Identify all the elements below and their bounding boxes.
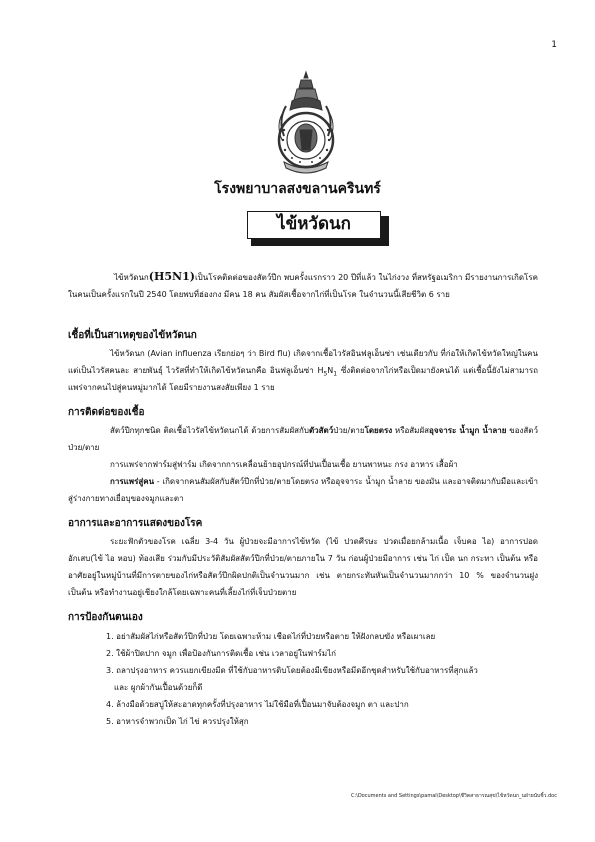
cause-paragraph bbox=[68, 345, 538, 396]
list-item-continuation: และ ผูกผ้ากันเปื้อนด้วยก็ดี bbox=[114, 683, 203, 692]
transmission-bold-secretions: อุจจาระ น้ำมูก น้ำลาย bbox=[429, 426, 507, 435]
cause-text-start: ไข้หวัดนก (Avian influenza เรียกย่อๆ ว่า Bird flu) เกิดจากเชื้อไวรัสอินฟลูเอ็นซ่า เช่นเดียวกับ ที่ก่อให้เกิดไข้หวัดใหญ่ในคน แต่เป็นไวรัสคนละ สายพันธุ์ ไวรัสที่ทำให้เกิดไข้หวัดนกคือ อินฟลูเอ็นซ่า H bbox=[68, 349, 538, 375]
symptoms-paragraph: ระยะฟักตัวของโรค เฉลี่ย 3-4 วัน ผู้ป่วยจะมีอาการไข้หวัด (ไข้ ปวดศีรษะ ปวดเมื่อยกล้ามเนื้อ เจ็บคอ ไอ) อาการปอดอักเสบ(ไข้ ไอ หอบ) ท้องเสีย ร่วมกับมีประวัติสัมผัสสัตว์ปีกที่ป่วย/ตายภายใน 7 วัน ก่อนผู้ป่วยมีอาการ เช่น ไก่ เป็ด นก กระทา เป็นต้น หรือ อาศัยอยู่ในหมู่บ้านที่มีการตายของไก่หรือสัตว์ปีกผิดปกติเป็นจำนวนมาก เช่น ตายกระทันหันเป็นจำนวนมากกว่า 10 % ของจำนวนฝูง เป็นต้น หรือทำงานอยู่เชียงใกล้โดยเฉพาะคนที่เลี้ยงไก่ที่เจ็บป่วยตาย bbox=[68, 537, 538, 597]
transmission-bold-direct: โดยตรง bbox=[364, 426, 393, 435]
hospital-name: โรงพยาบาลสงขลานครินทร์ bbox=[214, 181, 381, 197]
prevention-list bbox=[68, 628, 538, 730]
subscript-n: 1 bbox=[333, 370, 338, 378]
intro-paragraph bbox=[68, 268, 538, 303]
document-title: ไข้หวัดนก bbox=[247, 211, 381, 239]
list-item: 1. อย่าสัมผัสไก่หรือสัตว์ปีกที่ป่วย โดยเฉพาะห้าม เชือดไก่ที่ป่วยหรือตาย ให้ฝังกลบฆัง หรือเผาเลย bbox=[106, 632, 436, 641]
transmission-text-a: สัตว์ปีกทุกชนิด ติดเชื้อไวรัสไข้หวัดนกได้ ด้วยการสัมผัสกับ bbox=[110, 426, 309, 435]
transmission-text-c: ป่วย/ตาย bbox=[333, 426, 365, 435]
symptoms-heading: อาการและอาการแสดงของโรค bbox=[68, 518, 203, 529]
document-body bbox=[68, 268, 538, 730]
list-item: 5. อาหารจำพวกเป็ด ไก่ ไข่ ควรปรุงให้สุก bbox=[106, 717, 249, 726]
list-item: 4. ล้างมือด้วยสบู่ให้สะอาดทุกครั้งที่ปรุงอาหาร ไม่ใช้มือที่เปื้อนมาจับต้องจมูก ตา และปาก bbox=[106, 700, 409, 709]
list-item: 2. ใช้ผ้าปิดปาก จมูก เพื่อป้องกันการติดเชื้อ เช่น เวลาอยู่ในฟาร์มไก่ bbox=[106, 649, 336, 658]
transmission-heading: การติดต่อของเชื้อ bbox=[68, 407, 145, 418]
hospital-seal-logo bbox=[272, 70, 340, 178]
subscript-h: 5 bbox=[323, 370, 328, 378]
list-item-text: 3. ถลาปรุงอาหาร ควรแยกเขียงมีด ที่ใช้กับอาหารดิบโดยต้องมีเขียงหรือมีดอีกชุดสำหรับใช้กับอาหารที่สุกแล้ว bbox=[106, 666, 478, 675]
human-transmission-text: - เกิดจากคนสัมผัสกับสัตว์ปีกที่ป่วย/ตายโดยตรง หรืออุจจาระ น้ำมูก น้ำลาย ของมัน และอาจติดมากับมือและเข้าสู่ร่างกายทางเยื่อบุของจมูกและตา bbox=[68, 477, 538, 503]
list-item bbox=[68, 662, 538, 696]
cause-text-end: ซึ่งติดต่อจากไก่หรือเป็ดมายังคนได้ แต่เชื้อนี้ยังไม่สามารถแพร่จากคนไปสู่คนหมู่มากได้ โดยมีรายงานสงสัยเพียง 1 ราย bbox=[68, 366, 538, 392]
human-transmission-label: การแพร่สู่คน bbox=[110, 477, 155, 486]
cause-heading: เชื้อที่เป็นสาเหตุของไข้หวัดนก bbox=[68, 330, 197, 341]
file-path-footer: C:\Documents and Settings\pamai\Desktop\ชีวิตสาธารณสุข\ไข้หวัดนก_นฝ่ายนับชิ้ว.doc bbox=[350, 793, 557, 799]
transmission-paragraph-1 bbox=[68, 422, 538, 456]
prevention-heading: การป้องกันตนเอง bbox=[68, 612, 143, 623]
transmission-text-e: หรือสัมผัส bbox=[392, 426, 430, 435]
transmission-bold-animal: ตัวสัตว์ bbox=[308, 426, 334, 435]
cause-text-n: N bbox=[327, 366, 334, 375]
virus-strain: (H5N1) bbox=[148, 270, 195, 283]
transmission-paragraph-3 bbox=[68, 473, 538, 507]
transmission-paragraph-2: การแพร่จากฟาร์มสู่ฟาร์ม เกิดจากการเคลื่อนย้ายอุปกรณ์ที่ปนเปื้อนเชื้อ ยานพาหนะ กรง อาหาร เสื้อผ้า bbox=[110, 460, 458, 469]
intro-text-start: ไข้หวัดนก bbox=[114, 273, 149, 282]
page-number: 1 bbox=[551, 40, 557, 50]
intro-text-end: เป็นโรคติดต่อของสัตว์ปีก พบครั้งแรกราว 20 ปีที่แล้ว ในไก่งวง ที่สหรัฐอเมริกา มีรายงานการเกิดโรคในคนเป็นครั้งแรกในปี 2540 โดยพบที่ฮ่องกง มีคน 18 คน สัมผัสเชื้อจากไก่ที่เป็นโรค ในจำนวนนี้เสียชีวิต 6 ราย bbox=[68, 273, 538, 299]
transmission-text-g: ของสัตว์ป่วย/ตาย bbox=[68, 426, 538, 452]
